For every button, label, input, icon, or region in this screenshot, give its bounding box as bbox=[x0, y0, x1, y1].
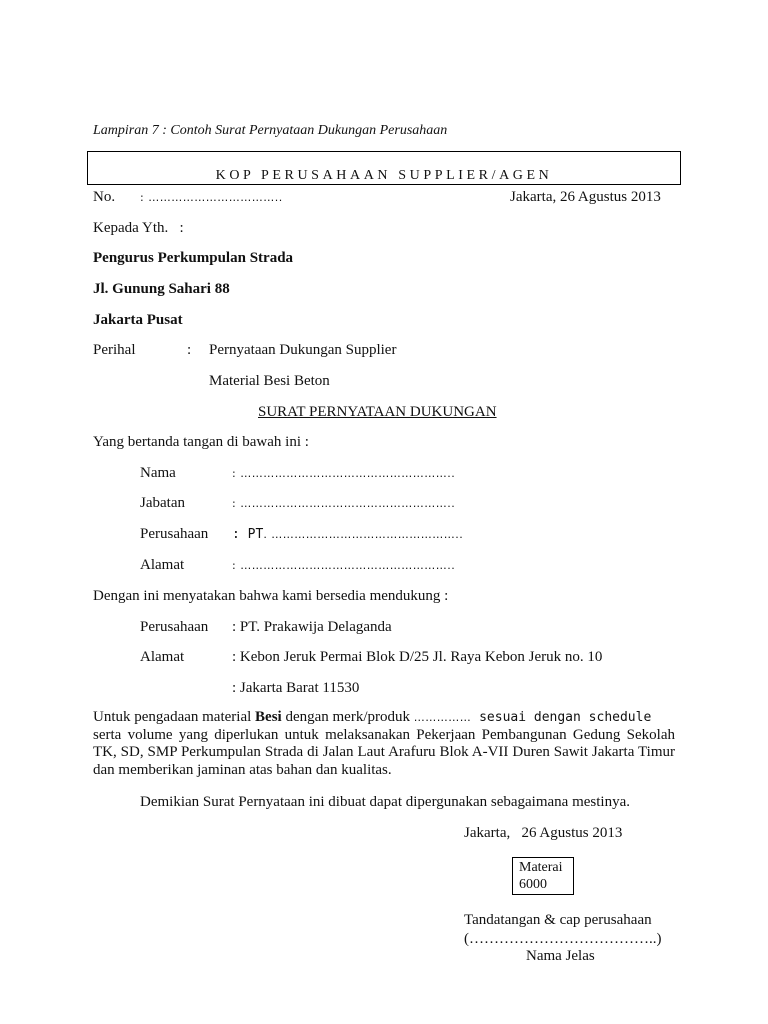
supported-perusahaan-label: Perusahaan bbox=[140, 619, 209, 635]
supported-alamat-value: : Kebon Jeruk Permai Blok D/25 Jl. Raya Kebon Jeruk no. 10 bbox=[232, 649, 603, 665]
signature-place-date: Jakarta, 26 Agustus 2013 bbox=[464, 825, 623, 841]
kop-header-box bbox=[87, 151, 681, 185]
materai-stamp-box bbox=[512, 857, 574, 895]
field-prefix-perusahaan bbox=[232, 525, 463, 543]
perihal-colon: : bbox=[187, 342, 192, 358]
recipient-line1: Pengurus Perkumpulan Strada bbox=[93, 250, 294, 266]
supported-alamat-value2: : Jakarta Barat 11530 bbox=[232, 680, 360, 696]
field-value-nama: : ……………………………………………….. bbox=[232, 467, 456, 480]
field-label-nama: Nama bbox=[140, 465, 176, 481]
field-label-perusahaan: Perusahaan bbox=[140, 526, 209, 542]
signature-name-label: Nama Jelas bbox=[526, 948, 595, 964]
document-heading: SURAT PERNYATAAN DUKUNGAN bbox=[258, 404, 497, 420]
body-paragraph bbox=[93, 709, 675, 780]
paragraph-schedule: sesuai dengan schedule bbox=[471, 710, 652, 725]
paragraph-p1c: dengan merk/produk bbox=[281, 709, 414, 725]
field-value-jabatan: : ……………………………………………….. bbox=[232, 497, 456, 510]
materai-value: 6000 bbox=[519, 876, 547, 892]
lampiran-title: Lampiran 7 : Contoh Surat Pernyataan Dukungan Perusahaan bbox=[93, 123, 448, 138]
field-label-alamat: Alamat bbox=[140, 557, 185, 573]
statement-text: Dengan ini menyatakan bahwa kami bersedia mendukung : bbox=[93, 588, 449, 604]
paragraph-rest: serta volume yang diperlukan untuk melaksanakan Pekerjaan Pembangunan Gedung Sekolah TK, SD, SMP Perkumpulan Strada di Jalan Laut Arafuru Blok A-VII Duren Sawit Jakarta Timur dan memberikan jaminan atas bahan dan kualitas. bbox=[93, 726, 675, 779]
supported-alamat-label: Alamat bbox=[140, 649, 185, 665]
field-value-perusahaan: . ………………………………………….. bbox=[263, 528, 464, 541]
paragraph-p1a: Untuk pengadaan material bbox=[93, 709, 256, 725]
closing-text: Demikian Surat Pernyataan ini dibuat dapat dipergunakan sebagaimana mestinya. bbox=[140, 794, 630, 810]
signature-bracket: (………………………………..) bbox=[464, 931, 662, 947]
signature-ttd-label: Tandatangan & cap perusahaan bbox=[464, 912, 652, 928]
perihal-line1: Pernyataan Dukungan Supplier bbox=[209, 342, 397, 358]
field-value-alamat: : ……………………………………………….. bbox=[232, 559, 456, 572]
supported-perusahaan-value: : PT. Prakawija Delaganda bbox=[232, 619, 392, 635]
kop-header-text: KOP PERUSAHAAN SUPPLIER/AGEN bbox=[215, 168, 553, 183]
field-prefix-pt: : PT bbox=[232, 527, 264, 542]
no-label: No. bbox=[93, 189, 116, 205]
kepada-label: Kepada Yth. : bbox=[93, 220, 184, 236]
materai-label: Materai bbox=[519, 860, 563, 875]
perihal-label: Perihal bbox=[93, 342, 136, 358]
paragraph-line1 bbox=[93, 709, 675, 727]
perihal-line2: Material Besi Beton bbox=[209, 373, 330, 389]
letter-date: Jakarta, 26 Agustus 2013 bbox=[510, 189, 661, 205]
intro-text: Yang bertanda tangan di bawah ini : bbox=[93, 434, 309, 450]
paragraph-besi: Besi bbox=[255, 709, 282, 725]
recipient-line2: Jl. Gunung Sahari 88 bbox=[93, 281, 230, 297]
paragraph-merk-dots: …………… bbox=[413, 711, 472, 724]
no-value: : …………………………….. bbox=[140, 191, 283, 204]
recipient-line3: Jakarta Pusat bbox=[93, 312, 183, 328]
field-label-jabatan: Jabatan bbox=[140, 495, 185, 511]
